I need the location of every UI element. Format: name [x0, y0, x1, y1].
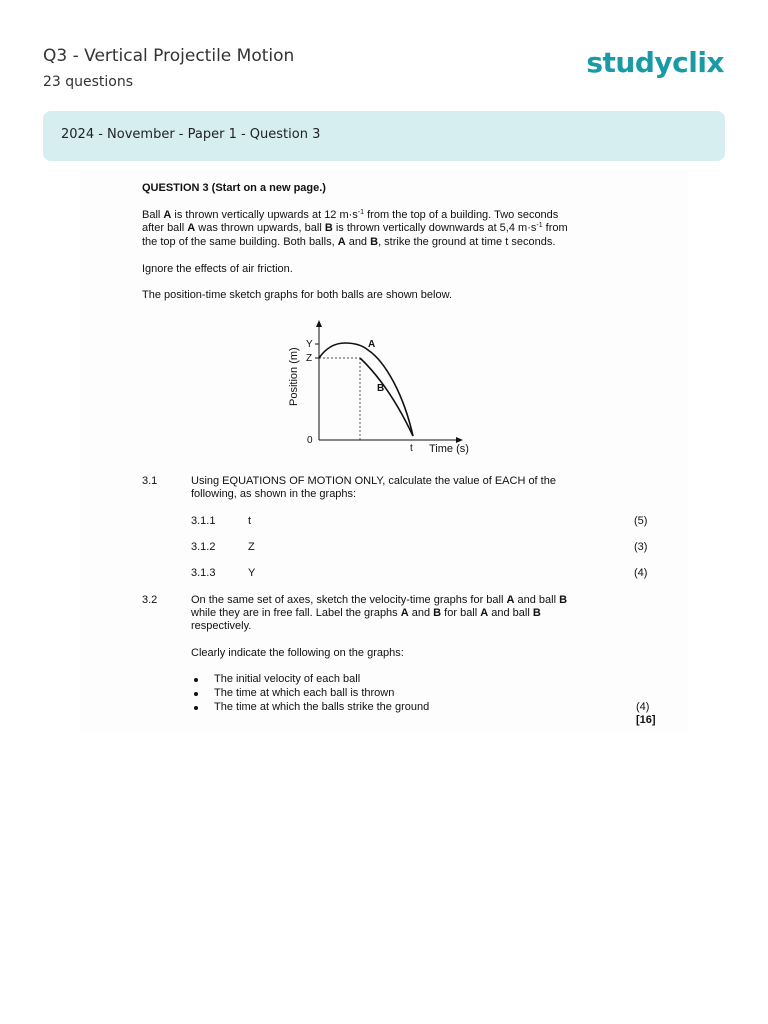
banner-label: 2024 - November - Paper 1 - Question 3	[61, 127, 321, 142]
bullet	[194, 706, 198, 710]
q32-marks: (4)	[636, 701, 650, 713]
z-marker: Z	[306, 353, 313, 364]
question-total: [16]	[636, 714, 656, 726]
q311-number: 3.1.1	[191, 515, 216, 527]
y-axis-label: Position (m)	[288, 347, 300, 406]
curve-a-label: A	[368, 339, 376, 350]
friction-note: Ignore the effects of air friction.	[142, 263, 293, 275]
q32-line-2: while they are in free fall. Label the graphs A and B for ball A and ball B	[191, 607, 541, 619]
question-paper-image	[80, 170, 688, 732]
graph-intro: The position-time sketch graphs for both balls are shown below.	[142, 289, 452, 301]
q312-marks: (3)	[634, 541, 648, 553]
q32-bullet-2: The time at which each ball is thrown	[214, 687, 395, 699]
intro-line-2: after ball A was thrown upwards, ball B is thrown vertically downwards at 5,4 $m\cdot s^{-1}$ from	[142, 222, 568, 234]
q313-marks: (4)	[634, 567, 648, 579]
t-marker: t	[410, 443, 413, 454]
position-time-graph	[280, 318, 480, 463]
y-marker: Y	[306, 339, 313, 350]
question-banner[interactable]	[43, 111, 725, 161]
q32-line-3: respectively.	[191, 620, 252, 632]
bullet	[194, 692, 198, 696]
curve-a	[319, 343, 413, 436]
y-axis-arrow	[316, 320, 322, 327]
q31-text-2: following, as shown in the graphs:	[191, 488, 357, 500]
q311-marks: (5)	[634, 515, 648, 527]
intro-line-3: the top of the same building. Both balls, A and B, strike the ground at time t seconds.	[142, 236, 556, 248]
q31-number: 3.1	[142, 475, 158, 487]
curve-b-label: B	[377, 383, 385, 394]
q32-indicate: Clearly indicate the following on the graphs:	[191, 647, 404, 659]
q31-text-1: Using EQUATIONS OF MOTION ONLY, calculate the value of EACH of the	[191, 475, 556, 487]
intro-line-1: Ball A is thrown vertically upwards at 12 $m\cdot s^{-1}$ from the top of a building. Two seconds	[142, 209, 559, 221]
q312-number: 3.1.2	[191, 541, 216, 553]
bullet	[194, 678, 198, 682]
q32-bullet-3: The time at which the balls strike the ground	[214, 701, 430, 713]
q311-label: t	[248, 515, 252, 527]
q313-number: 3.1.3	[191, 567, 216, 579]
question-heading: QUESTION 3 (Start on a new page.)	[142, 182, 326, 194]
q313-label: Y	[248, 567, 256, 579]
x-axis-label: Time (s)	[429, 443, 469, 455]
q32-number: 3.2	[142, 594, 158, 606]
studyclix-logo[interactable]: studyclix	[586, 46, 724, 79]
q32-bullet-1: The initial velocity of each ball	[214, 673, 361, 685]
q32-line-1: On the same set of axes, sketch the velocity-time graphs for ball A and ball B	[191, 594, 568, 606]
page-title: Q3 - Vertical Projectile Motion	[43, 46, 295, 66]
origin-label: 0	[307, 435, 313, 446]
q312-label: Z	[248, 541, 255, 553]
question-count: 23 questions	[43, 74, 134, 90]
